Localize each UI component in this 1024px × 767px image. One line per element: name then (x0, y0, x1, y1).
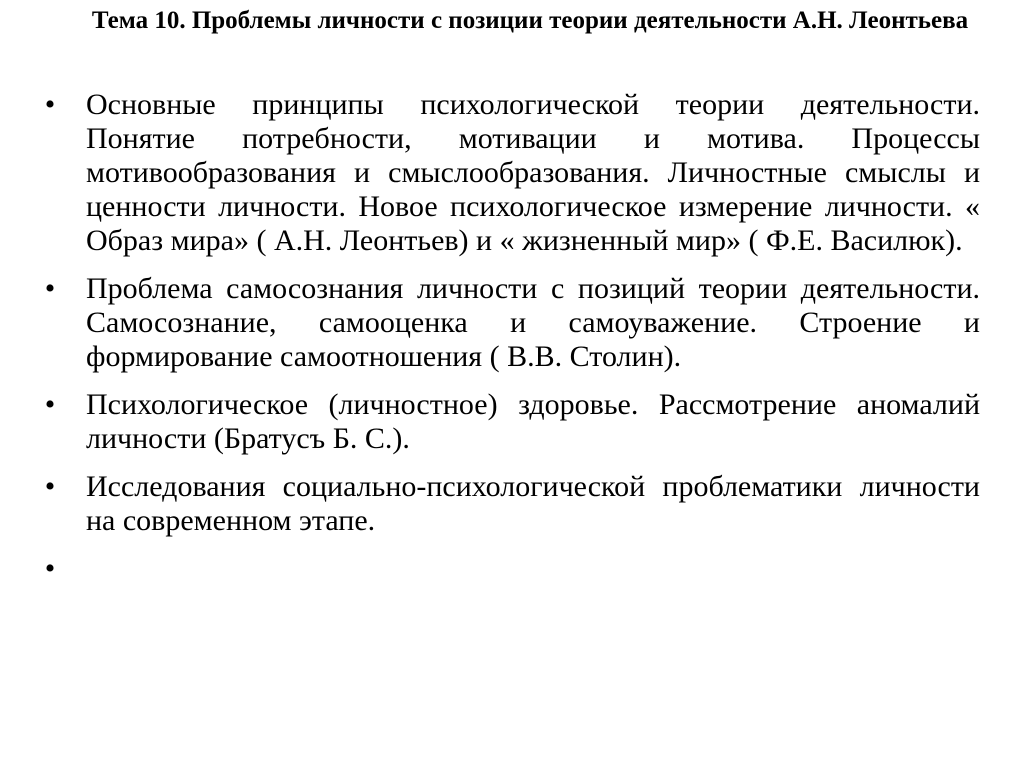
bullet-item (40, 88, 980, 258)
bullet-dot-icon: • (44, 88, 56, 121)
bullet-item (40, 470, 980, 538)
bullet-dot-icon: • (44, 470, 56, 503)
bullet-dot-icon: • (44, 272, 56, 305)
bullet-item (40, 272, 980, 374)
bullet-text: Основные принципы психологической теории деятельности. Понятие потребности, мотивации и мотива. Процессы мотивообразования и смыслообразования. Личностные смыслы и ценности личности. Новое психологическое измерение личности. « Образ мира» ( А.Н. Леонтьев) и « жизненный мир» ( Ф.Е. Василюк). (86, 88, 980, 257)
bullet-text: Исследования социально-психологической проблематики личности на современном этапе. (86, 470, 980, 537)
bullet-item (40, 388, 980, 456)
bullet-text: Психологическое (личностное) здоровье. Рассмотрение аномалий личности (Братусъ Б. С.). (86, 388, 980, 455)
bullet-text: Проблема самосознания личности с позиций теории деятельности. Самосознание, самооценка и самоуважение. Строение и формирование самоотношения ( В.В. Столин). (86, 272, 980, 373)
bullet-dot-icon: • (44, 388, 56, 421)
bullet-list (40, 88, 980, 585)
bullet-dot-icon: • (44, 552, 56, 585)
slide-title: Тема 10. Проблемы личности с позиции теории деятельности А.Н. Леонтьева (91, 7, 969, 34)
